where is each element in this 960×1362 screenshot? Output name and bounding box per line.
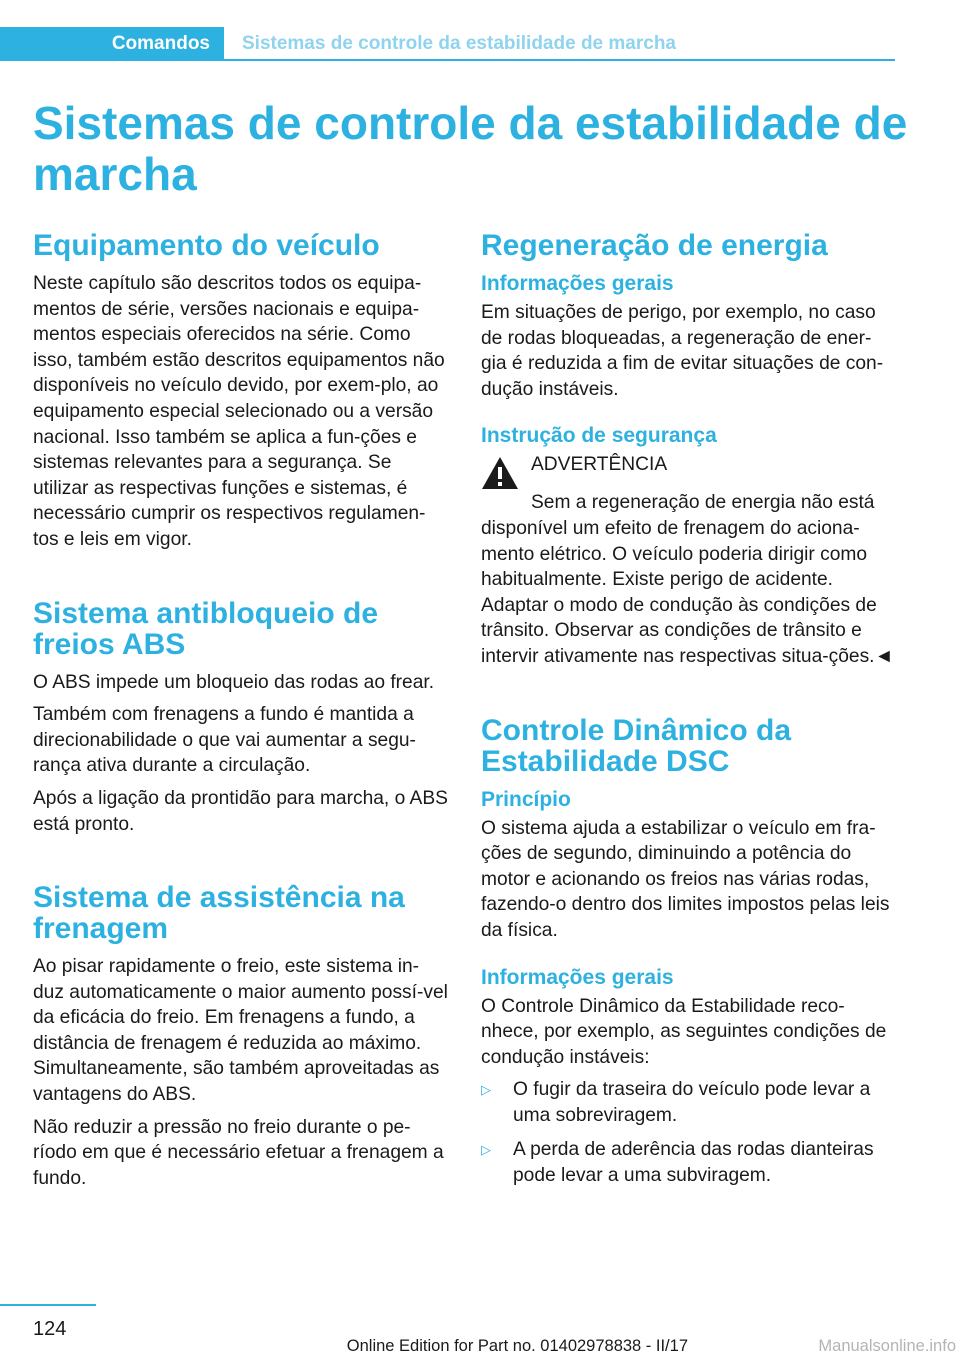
footer-watermark: Manualsonline.info — [818, 1337, 956, 1355]
warning-block — [481, 452, 897, 490]
section-equipamento — [33, 230, 449, 553]
warning-title: ADVERTÊNCIA — [531, 454, 668, 476]
list-item — [481, 1077, 897, 1128]
page-title: Sistemas de controle da estabilidade de marcha — [33, 97, 908, 200]
triangle-right-bullet-icon: ▷ — [481, 1142, 491, 1158]
header-chapter-tab: Comandos — [0, 27, 224, 61]
bullet-list — [481, 1077, 897, 1188]
section-regeneracao — [481, 230, 897, 670]
subsection-heading: Informações gerais — [481, 965, 674, 989]
list-item-text: A perda de aderência das rodas dianteiras pode levar a uma subviragem. — [513, 1139, 874, 1187]
header-breadcrumb: Sistemas de controle da estabilidade de marcha — [242, 33, 676, 54]
section-heading: Sistema antibloqueio de freios ABS — [33, 596, 379, 661]
subsection-heading: Princípio — [481, 787, 571, 811]
paragraph: O Controle Dinâmico da Estabilidade reco‐nhece, por exemplo, as seguintes condições de condução instáveis: — [481, 995, 887, 1068]
footer-rule — [0, 1304, 96, 1306]
paragraph: Também com frenagens a fundo é mantida a direcionabilidade o que vai aumentar a segu‐rança ativa durante a circulação. — [33, 704, 416, 777]
triangle-right-bullet-icon: ▷ — [481, 1082, 491, 1098]
section-dsc — [481, 715, 897, 1189]
footer-edition: Online Edition for Part no. 01402978838 - II/17 — [346, 1337, 688, 1355]
running-header — [0, 27, 895, 62]
list-item — [481, 1137, 897, 1188]
paragraph: Em situações de perigo, por exemplo, no caso de rodas bloqueadas, a regeneração de ener‐gia é reduzida a fim de evitar situações de con‐dução instáveis. — [481, 302, 884, 400]
paragraph: Não reduzir a pressão no freio durante o pe‐ríodo em que é necessário efetuar a frenagem a fundo. — [33, 1116, 444, 1189]
paragraph: Neste capítulo são descritos todos os equipa‐mentos de série, versões nacionais e equipa‐mentos especiais oferecidos na série. Como isso, também estão descritos equipamentos não disponíveis no veículo devido, por exem‐plo, ao equipamento especial selecionado ou a versão nacional. Isso também se aplica a fun‐ções e sistemas relevantes para a segurança. Se utilizar as respectivas funções e sistemas, é necessário cumprir os respectivos regulamen‐tos e leis em vigor. — [33, 273, 445, 550]
paragraph: O sistema ajuda a estabilizar o veículo em fra‐ções de segundo, diminuindo a potência do motor e acionando os freios nas várias rodas, fazendo-o dentro dos limites impostos pelas leis da física. — [481, 817, 890, 941]
section-heading: Sistema de assistência na frenagem — [33, 881, 405, 946]
left-column — [33, 230, 449, 1198]
warning-text: Sem a regeneração de energia não está disponível um efeito de frenagem do aciona‐mento elétrico. O veículo poderia dirigir como habitualmente. Existe perigo de acidente. Adaptar o modo de condução às condições de trânsito. Observar as condições de trânsito e intervir ativamente nas respectivas situa‐ções.◄ — [481, 492, 894, 667]
warning-triangle-icon — [481, 456, 519, 490]
list-item-text: O fugir da traseira do veículo pode levar a uma sobreviragem. — [513, 1079, 871, 1126]
paragraph: Ao pisar rapidamente o freio, este sistema in‐duz automaticamente o maior aumento possí‐vel da eficácia do freio. Em frenagens a fundo, a distância de frenagem é reduzida ao máximo. Simultaneamente, são também aproveitadas as vantagens do ABS. — [33, 956, 448, 1106]
section-heading: Regeneração de energia — [481, 229, 828, 262]
header-rule — [224, 59, 895, 61]
paragraph: Após a ligação da prontidão para marcha, o ABS está pronto. — [33, 787, 448, 835]
section-assistencia-frenagem — [33, 882, 449, 1191]
subsection-heading: Informações gerais — [481, 272, 674, 295]
section-abs — [33, 598, 449, 838]
paragraph: O ABS impede um bloqueio das rodas ao frear. — [33, 671, 435, 693]
subsection-heading: Instrução de segurança — [481, 424, 717, 448]
section-heading: Equipamento do veículo — [33, 229, 380, 262]
page-number: 124 — [33, 1318, 67, 1340]
right-column — [481, 230, 897, 1198]
section-heading: Controle Dinâmico da Estabilidade DSC — [481, 713, 792, 778]
